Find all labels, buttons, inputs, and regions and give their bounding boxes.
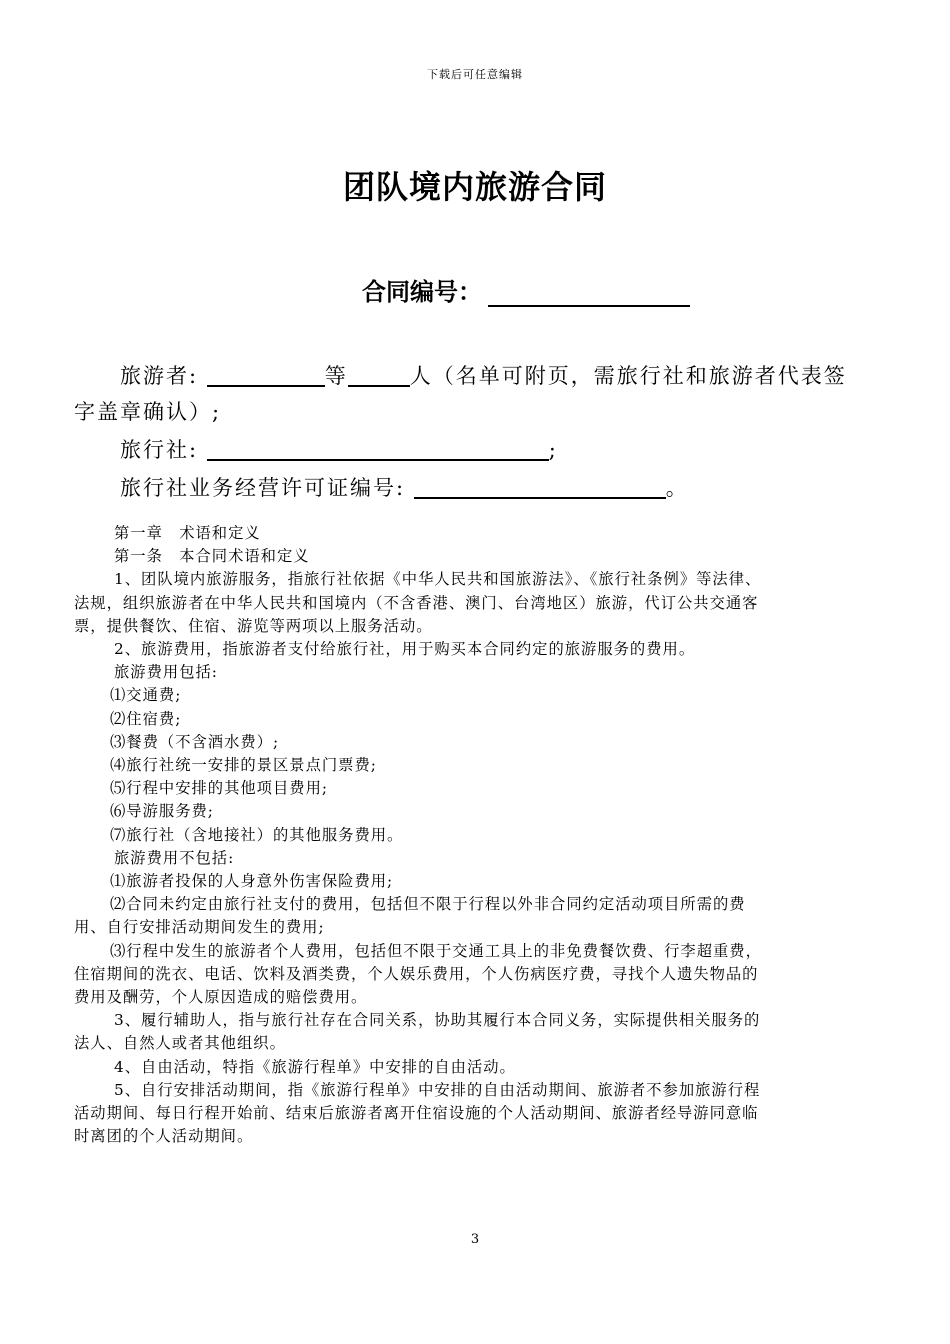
paragraph-5-line: 时离团的个人活动期间。: [74, 1127, 254, 1146]
tourist-count-blank: [348, 363, 410, 387]
page-number: 3: [470, 1232, 480, 1247]
paragraph-1-line: 法规，组织旅游者在中华人民共和国境内（不含香港、澳门、台湾地区）旅游，代订公共交通客: [74, 593, 759, 612]
license-line: [74, 470, 884, 506]
paragraph-5: 5、自行安排活动期间，指《旅游行程单》中安排的自由活动期间、旅游者不参加旅游行程: [114, 1080, 761, 1099]
tourist-cont: 字盖章确认）;: [74, 400, 222, 424]
license-end: 。: [665, 476, 689, 500]
paragraph-3: 3、履行辅助人，指与旅行社存在合同关系，协助其履行本合同义务，实际提供相关服务的: [114, 1011, 761, 1030]
includes-item: ⑺旅行社（含地接社）的其他服务费用。: [110, 825, 404, 844]
header-note: 下载后可任意编辑: [427, 68, 523, 81]
contract-number-label: 合同编号：: [362, 278, 482, 306]
excludes-heading: 旅游费用不包括:: [114, 848, 235, 867]
license-label: 旅行社业务经营许可证编号:: [120, 476, 406, 500]
includes-item: ⑵住宿费;: [110, 709, 182, 728]
tourist-name-blank: [207, 363, 325, 387]
agency-line: [74, 432, 884, 468]
excludes-item-3: ⑶行程中发生的旅游者个人费用，包括但不限于交通工具上的非免费餐饮费、行李超重费，: [110, 941, 762, 960]
paragraph-2: 2、旅游费用，指旅游者支付给旅行社，用于购买本合同约定的旅游服务的费用。: [114, 640, 696, 659]
agency-label: 旅行社:: [120, 438, 199, 462]
excludes-item-3-line: 费用及酬劳，个人原因造成的赔偿费用。: [74, 988, 368, 1007]
includes-item: ⑸行程中安排的其他项目费用;: [110, 779, 329, 798]
contract-number-line: [362, 272, 690, 307]
document-title: 团队境内旅游合同: [342, 168, 607, 206]
includes-item: ⑷旅行社统一安排的景区景点门票费;: [110, 756, 377, 775]
contract-number-blank: [488, 279, 690, 307]
paragraph-4: 4、自由活动，特指《旅游行程单》中安排的自由活动。: [114, 1057, 516, 1076]
includes-item: ⑴交通费;: [110, 686, 182, 705]
includes-item: ⑶餐费（不含酒水费）;: [110, 732, 280, 751]
contract-body: [74, 522, 884, 1148]
paragraph-3-line: 法人、自然人或者其他组织。: [74, 1034, 286, 1053]
agency-end: ;: [548, 438, 558, 462]
paragraph-1: 1、团队境内旅游服务，指旅行社依据《中华人民共和国旅游法》、《旅行社条例》等法律、: [114, 570, 762, 589]
tourist-line: [74, 358, 884, 394]
paragraph-5-line: 活动期间、每日行程开始前、结束后旅游者离开住宿设施的个人活动期间、旅游者经导游同意临: [74, 1104, 759, 1123]
includes-heading: 旅游费用包括:: [114, 663, 218, 682]
tourist-rest: 人（名单可附页，需旅行社和旅游者代表签: [409, 364, 847, 388]
article-heading: 第一条 本合同术语和定义: [114, 547, 310, 566]
excludes-item-3-line: 住宿期间的洗衣、电话、饮料及酒类费，个人娱乐费用，个人伤病医疗费，寻找个人遗失物品的: [74, 964, 759, 983]
excludes-item-2: ⑵合同未约定由旅行社支付的费用，包括但不限于行程以外非合同约定活动项目所需的费: [110, 895, 746, 914]
chapter-heading: 第一章 术语和定义: [114, 524, 261, 542]
tourist-label: 旅游者:: [120, 364, 199, 388]
tourist-line-cont: [74, 394, 884, 430]
excludes-item-2-line: 用、自行安排活动期间发生的费用;: [74, 918, 325, 937]
deng-text: 等: [324, 364, 348, 388]
includes-item: ⑹导游服务费;: [110, 802, 214, 821]
excludes-item-1: ⑴旅游者投保的人身意外伤害保险费用;: [110, 872, 394, 891]
paragraph-1-line: 票，提供餐饮、住宿、游览等两项以上服务活动。: [74, 616, 433, 635]
agency-name-blank: [207, 437, 549, 461]
license-number-blank: [414, 475, 666, 499]
